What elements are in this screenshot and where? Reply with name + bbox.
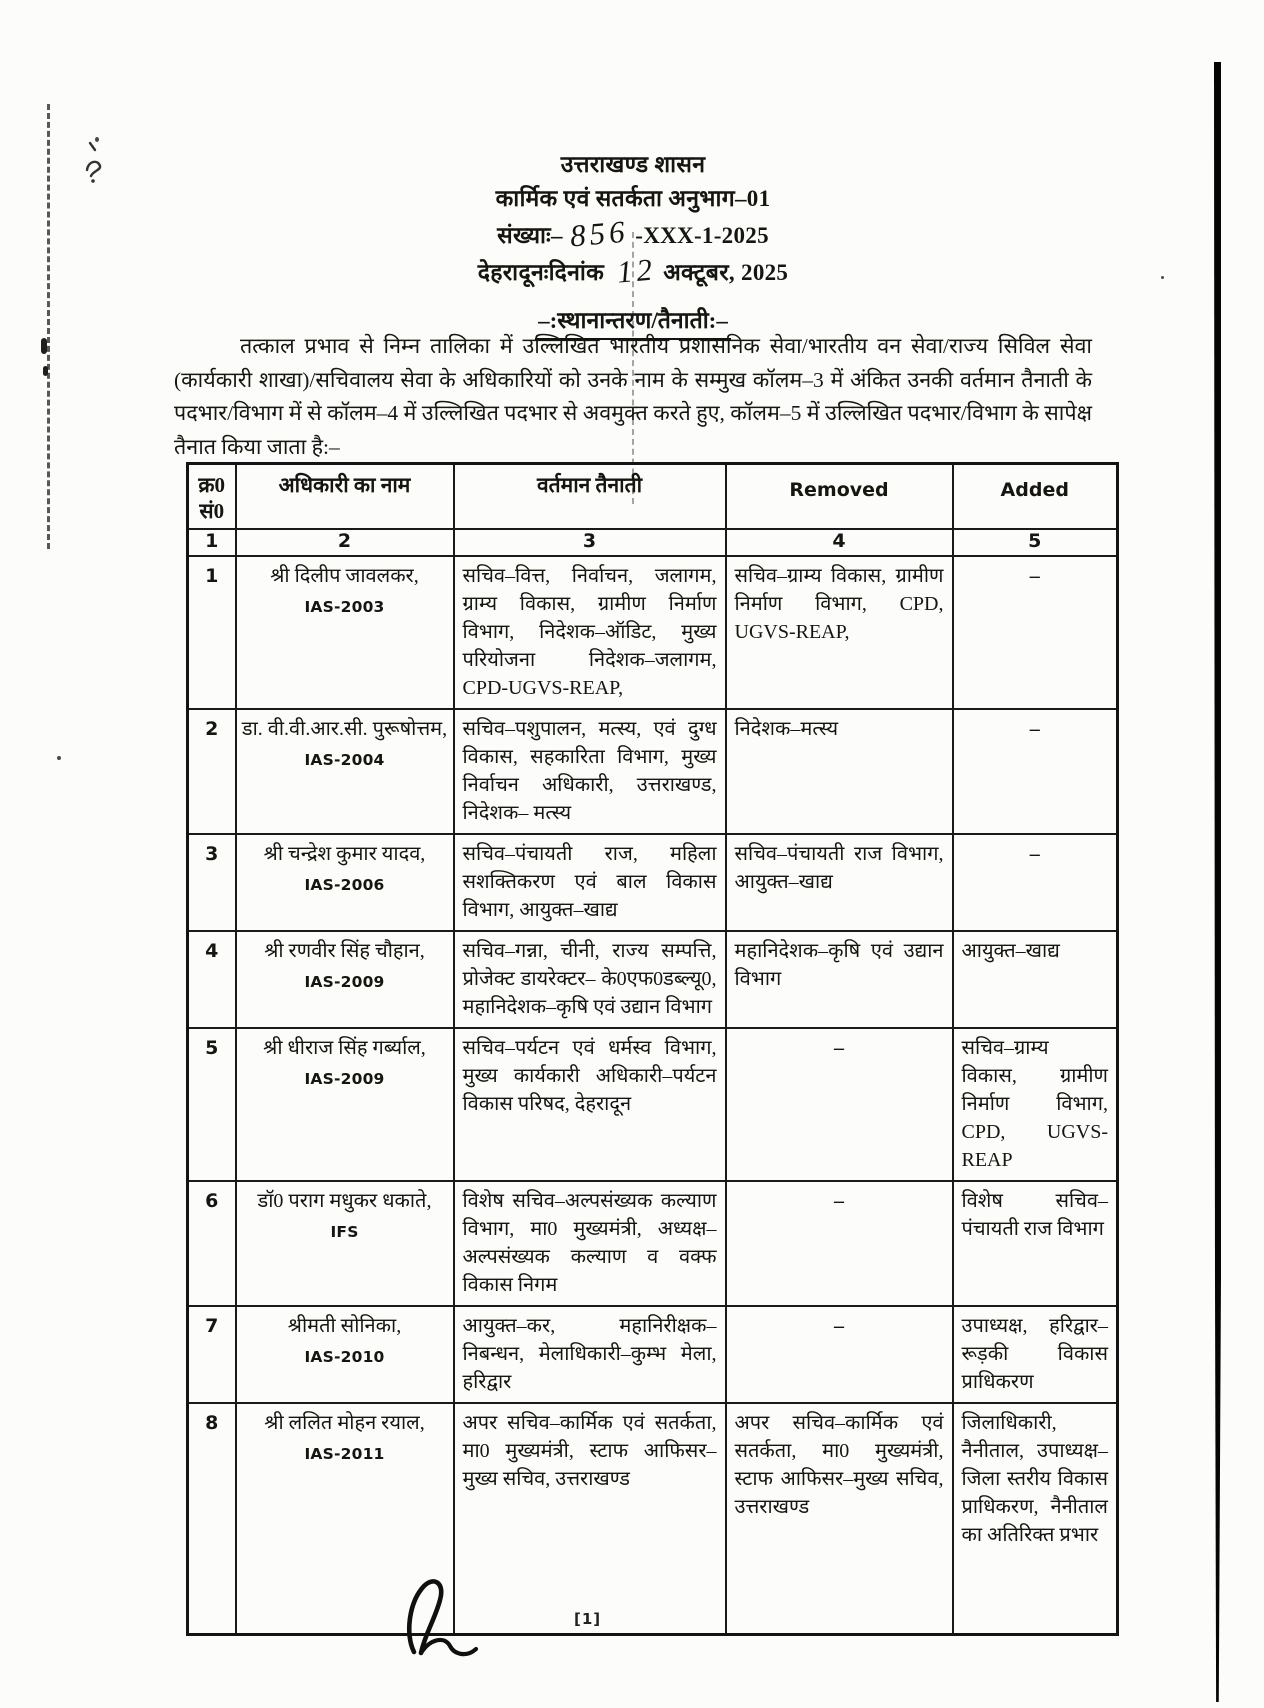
serial-number-cell: 5	[188, 1028, 236, 1181]
current-posting-cell: सचिव–पंचायती राज, महिला सशक्तिकरण एवं बाल विकास विभाग, आयुक्त–खाद्य	[454, 834, 726, 931]
officer-name-cell	[236, 1306, 454, 1403]
removed-charge-cell: –	[726, 1306, 953, 1403]
table-row	[188, 1306, 1118, 1403]
officer-name-cell	[236, 556, 454, 709]
officer-batch: IAS-2010	[304, 1348, 385, 1366]
col-header-added: Added	[953, 464, 1118, 530]
serial-number-cell: 8	[188, 1403, 236, 1635]
current-posting-cell: सचिव–पर्यटन एवं धर्मस्व विभाग, मुख्य कार्यकारी अधिकारी–पर्यटन विकास परिषद, देहरादून	[454, 1028, 726, 1181]
scan-artifact-blob	[41, 338, 47, 354]
scan-artifact-speck	[57, 756, 61, 760]
column-number-2: 2	[236, 529, 454, 556]
serial-number-cell: 4	[188, 931, 236, 1028]
scan-artifact-speck	[1161, 276, 1164, 279]
department-section: कार्मिक एवं सतर्कता अनुभाग–01	[495, 186, 771, 211]
col-header-officer-name: अधिकारी का नाम	[236, 464, 454, 530]
officer-name: श्री रणवीर सिंह चौहान,	[264, 940, 425, 962]
column-number-row	[188, 529, 1118, 556]
page-number: [1]	[574, 1610, 602, 1628]
removed-charge-cell: सचिव–पंचायती राज विभाग, आयुक्त–खाद्य	[726, 834, 953, 931]
officer-name: श्री दिलीप जावलकर,	[270, 565, 419, 587]
letter-number-line	[174, 213, 1092, 254]
added-charge-cell: सचिव–ग्राम्य विकास, ग्रामीण निर्माण विभाग, CPD, UGVS-REAP	[953, 1028, 1118, 1181]
table-row	[188, 1028, 1118, 1181]
added-charge-cell: –	[953, 834, 1118, 931]
place-date-label: देहरादूनःदिनांक	[477, 260, 605, 285]
table-row	[188, 709, 1118, 834]
removed-charge-cell: सचिव–ग्राम्य विकास, ग्रामीण निर्माण विभाग, CPD, UGVS-REAP,	[726, 556, 953, 709]
table-row	[188, 834, 1118, 931]
officer-batch: IAS-2009	[304, 1070, 385, 1088]
col-header-serial: क्र0 सं0	[188, 464, 236, 530]
table-header-row	[188, 464, 1118, 530]
officer-batch: IAS-2009	[304, 973, 385, 991]
officer-name-cell	[236, 709, 454, 834]
officer-name-cell	[236, 834, 454, 931]
serial-number-cell: 7	[188, 1306, 236, 1403]
added-charge-cell: जिलाधिकारी, नैनीताल, उपाध्यक्ष– जिला स्तरीय विकास प्राधिकरण, नैनीताल का अतिरिक्त प्रभार	[953, 1403, 1118, 1635]
current-posting-cell: अपर सचिव–कार्मिक एवं सतर्कता, मा0 मुख्यमंत्री, स्टाफ आफिसर–मुख्य सचिव, उत्तराखण्ड	[454, 1403, 726, 1635]
scan-artifact-binding-dots	[47, 104, 50, 549]
removed-charge-cell: –	[726, 1028, 953, 1181]
date-day-handwritten: 12	[615, 251, 658, 290]
intro-paragraph: तत्काल प्रभाव से निम्न तालिका में उल्लिखित भारतीय प्रशासनिक सेवा/भारतीय वन सेवा/राज्य सिविल सेवा (कार्यकारी शाखा)/सचिवालय सेवा के अधिकारियों को उनके नाम के सम्मुख कॉलम–3 में अंकित उनकी वर्तमान तैनाती के पदभार/विभाग में से कॉलम–4 में उल्लिखित पदभार से अवमुक्त करते हुए, कॉलम–5 में उल्लिखित पदभार/विभाग के सापेक्ष तैनात किया जाता है:–	[174, 334, 1092, 459]
column-number-3: 3	[454, 529, 726, 556]
document-header	[174, 148, 1092, 340]
officer-batch: IAS-2004	[304, 751, 385, 769]
removed-charge-cell: –	[726, 1181, 953, 1306]
pencil-scribble-icon	[82, 140, 106, 184]
removed-charge-cell: निदेशक–मत्स्य	[726, 709, 953, 834]
officer-name: श्री ललित मोहन रयाल,	[264, 1412, 425, 1434]
officer-name-cell	[236, 1028, 454, 1181]
place-date-line	[174, 253, 1092, 290]
officer-batch: IAS-2003	[304, 598, 385, 616]
current-posting-cell: सचिव–पशुपालन, मत्स्य, एवं दुग्ध विकास, सहकारिता विभाग, मुख्य निर्वाचन अधिकारी, उत्तराखण्ड, निदेशक– मत्स्य	[454, 709, 726, 834]
current-posting-cell: विशेष सचिव–अल्पसंख्यक कल्याण विभाग, मा0 मुख्यमंत्री, अध्यक्ष– अल्पसंख्यक कल्याण व वक्फ विकास निगम	[454, 1181, 726, 1306]
officer-name: श्रीमती सोनिका,	[287, 1315, 402, 1337]
table-row	[188, 1403, 1118, 1635]
scan-artifact-blob	[43, 366, 48, 376]
serial-number-cell: 2	[188, 709, 236, 834]
added-charge-cell: –	[953, 556, 1118, 709]
transfer-posting-table	[186, 462, 1119, 1636]
letter-number-label: संख्याः–	[497, 223, 563, 248]
issuing-authority: उत्तराखण्ड शासन	[560, 152, 706, 177]
current-posting-cell: सचिव–वित्त, निर्वाचन, जलागम, ग्राम्य विकास, ग्रामीण निर्माण विभाग, निदेशक–ऑडिट, मुख्य परियोजना निदेशक–जलागम, CPD-UGVS-REAP,	[454, 556, 726, 709]
added-charge-cell: आयुक्त–खाद्य	[953, 931, 1118, 1028]
added-charge-cell: –	[953, 709, 1118, 834]
added-charge-cell: उपाध्यक्ष, हरिद्वार– रूड़की विकास प्राधिकरण	[953, 1306, 1118, 1403]
letter-number-handwritten: 856	[568, 213, 630, 254]
officer-batch: IAS-2006	[304, 876, 385, 894]
column-number-5: 5	[953, 529, 1118, 556]
column-number-4: 4	[726, 529, 953, 556]
col-header-current-posting: वर्तमान तैनाती	[454, 464, 726, 530]
officer-name-cell	[236, 931, 454, 1028]
table-row	[188, 556, 1118, 709]
officer-name: श्री धीराज सिंह गर्ब्याल,	[263, 1037, 426, 1059]
current-posting-cell: आयुक्त–कर, महानिरीक्षक– निबन्धन, मेलाधिकारी–कुम्भ मेला, हरिद्वार	[454, 1306, 726, 1403]
serial-number-cell: 6	[188, 1181, 236, 1306]
removed-charge-cell: महानिदेशक–कृषि एवं उद्यान विभाग	[726, 931, 953, 1028]
col-header-removed: Removed	[726, 464, 953, 530]
removed-charge-cell: अपर सचिव–कार्मिक एवं सतर्कता, मा0 मुख्यमंत्री, स्टाफ आफिसर–मुख्य सचिव, उत्तराखण्ड	[726, 1403, 953, 1635]
column-number-1: 1	[188, 529, 236, 556]
document-title: –:स्थानान्तरण/तैनाती:–	[535, 303, 731, 340]
signature-icon	[398, 1574, 484, 1672]
officer-batch: IAS-2011	[304, 1445, 385, 1463]
added-charge-cell: विशेष सचिव– पंचायती राज विभाग	[953, 1181, 1118, 1306]
serial-number-cell: 3	[188, 834, 236, 931]
officer-batch: IFS	[330, 1223, 359, 1241]
table-row	[188, 1181, 1118, 1306]
serial-number-cell: 1	[188, 556, 236, 709]
date-suffix: अक्टूबर, 2025	[663, 260, 789, 285]
current-posting-cell: सचिव–गन्ना, चीनी, राज्य सम्पत्ति, प्रोजेक्ट डायरेक्टर– के0एफ0डब्ल्यू0, महानिदेशक–कृषि एवं उद्यान विभाग	[454, 931, 726, 1028]
table-row	[188, 931, 1118, 1028]
officer-name-cell	[236, 1181, 454, 1306]
officer-name: श्री चन्द्रेश कुमार यादव,	[263, 843, 426, 865]
scan-artifact-edge-line	[1214, 62, 1221, 1702]
officer-name: डॉ0 पराग मधुकर धकाते,	[257, 1190, 432, 1212]
letter-number-suffix: -XXX-1-2025	[635, 223, 769, 248]
officer-name: डा. वी.वी.आर.सी. पुरूषोत्तम,	[241, 718, 448, 740]
